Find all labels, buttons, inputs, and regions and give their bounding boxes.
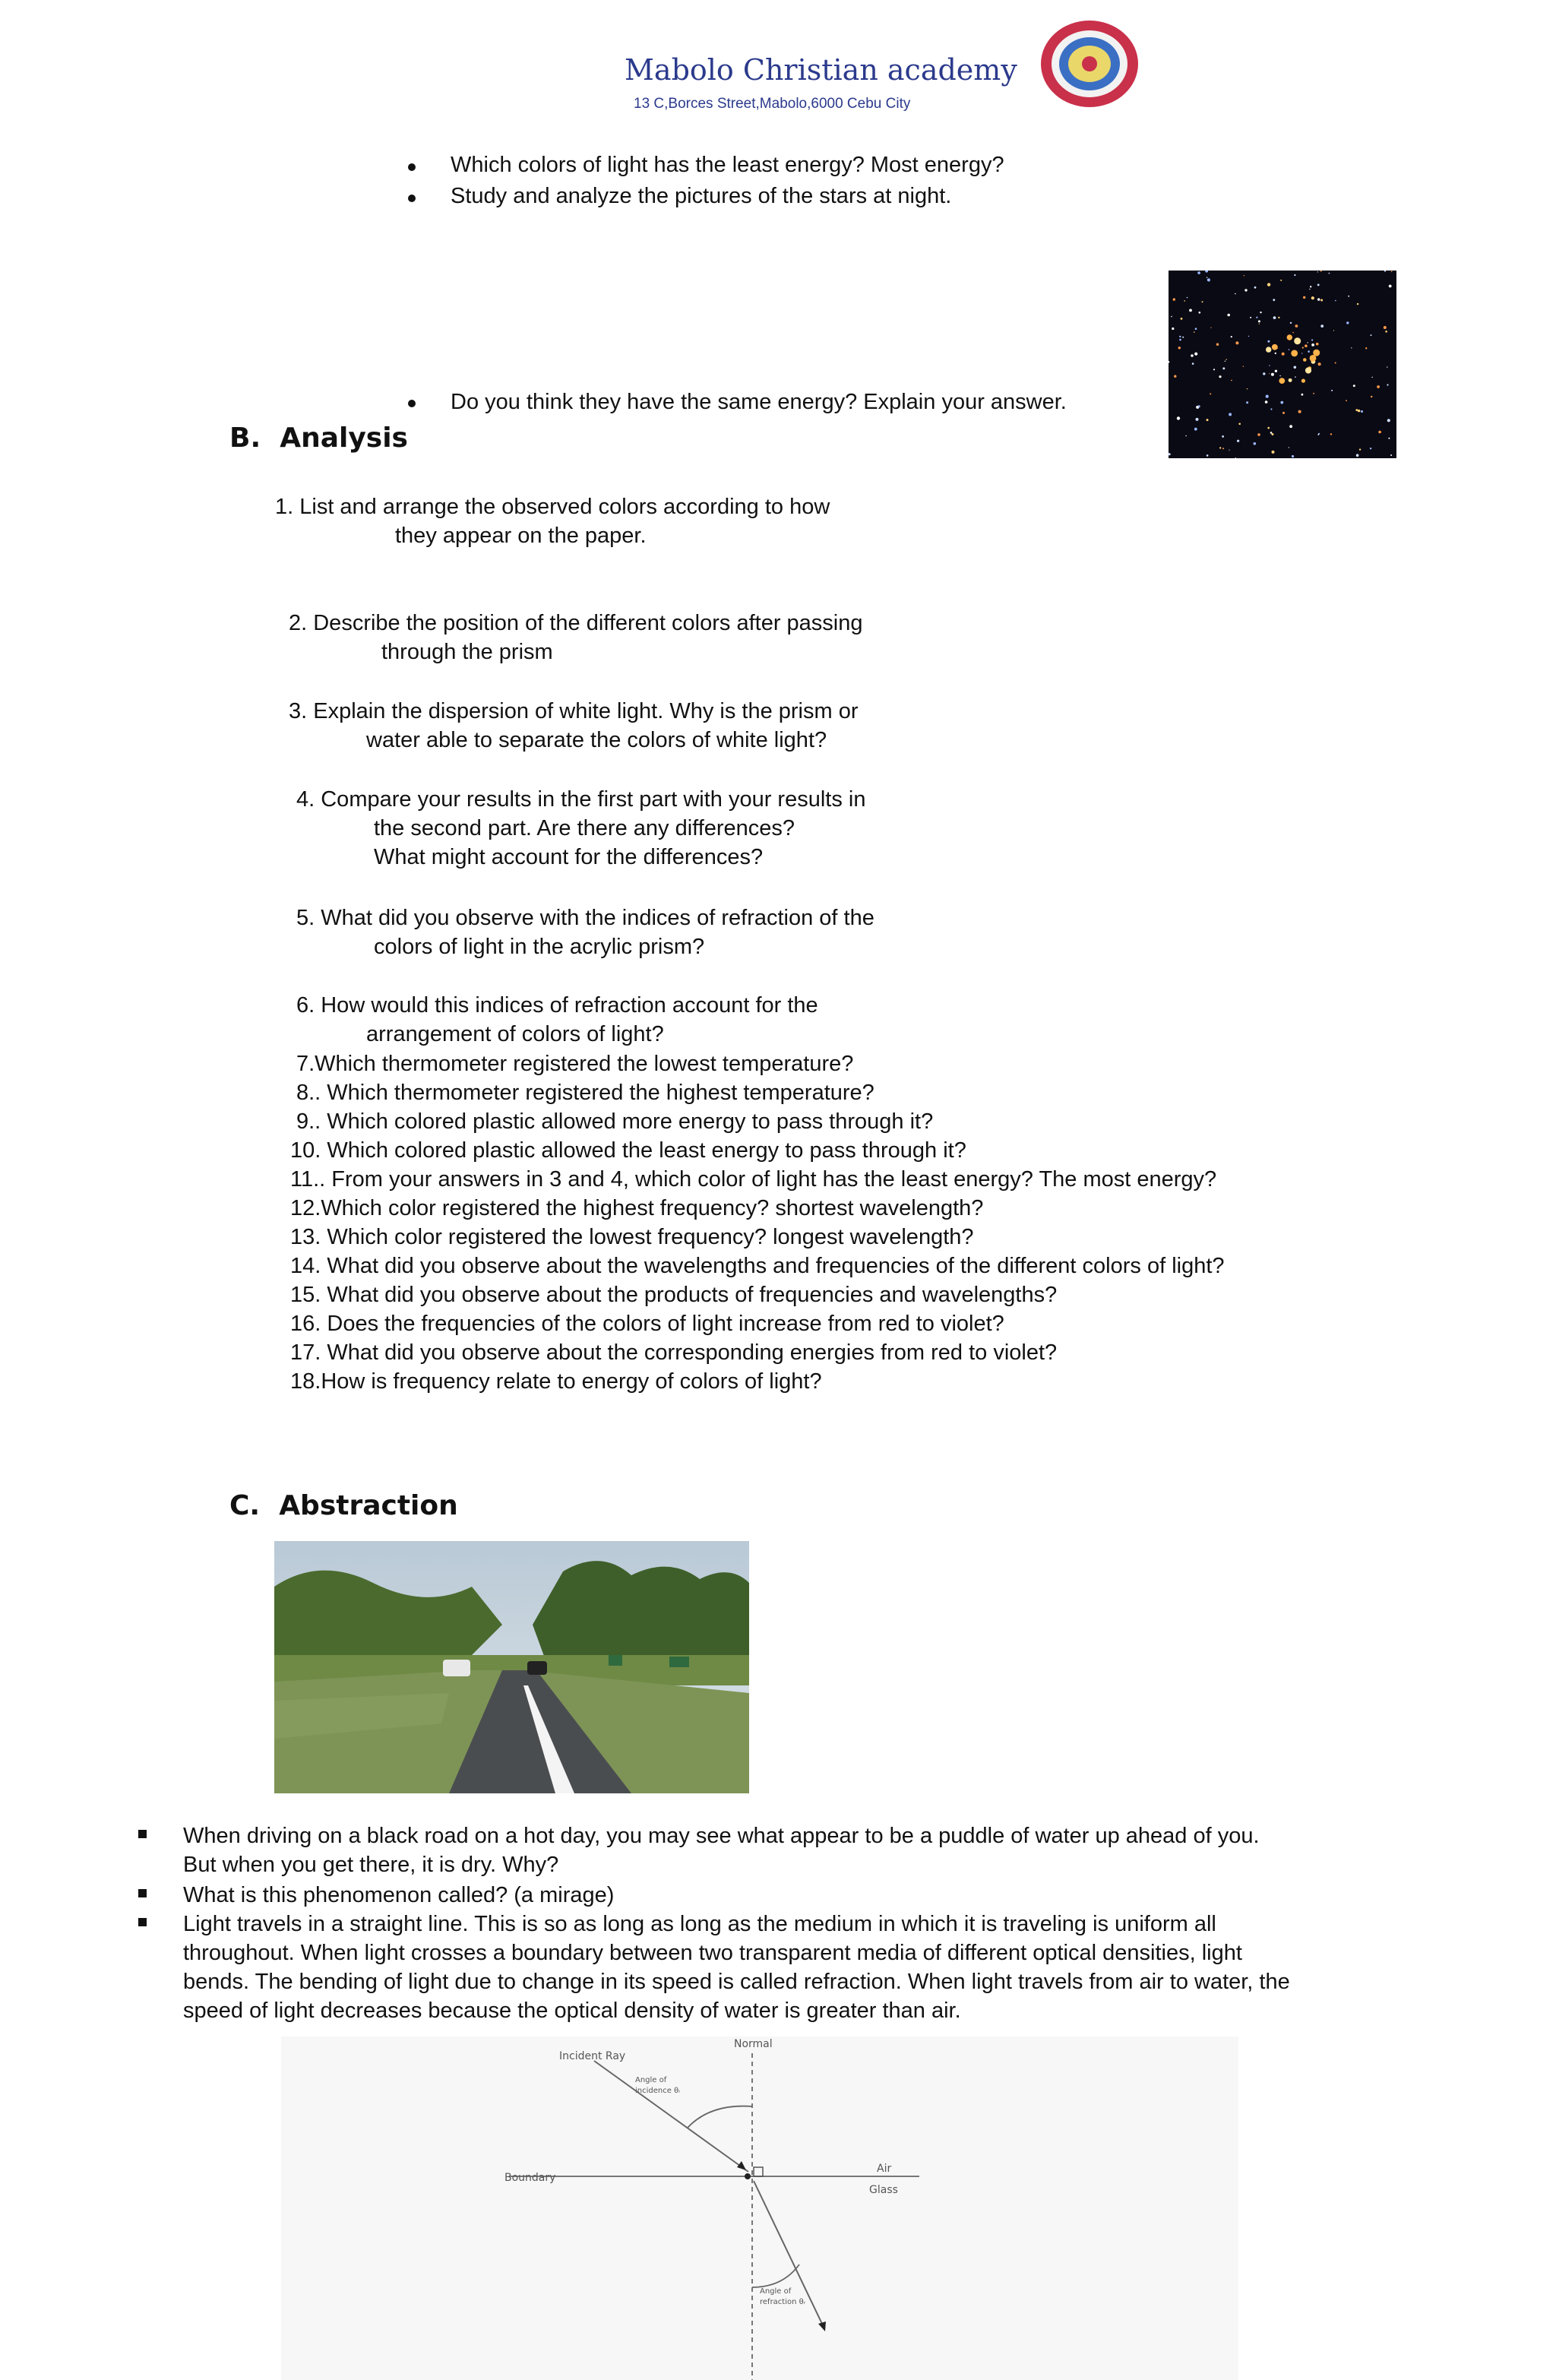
bright-star [1305, 367, 1311, 373]
star [1356, 454, 1359, 457]
star [1384, 326, 1387, 329]
star [1231, 380, 1232, 381]
star [1351, 347, 1352, 348]
analysis-question-4 [296, 785, 865, 872]
diagram-background [281, 2037, 1238, 2380]
point-of-incidence [745, 2173, 751, 2179]
star [1247, 388, 1248, 389]
star [1210, 393, 1211, 394]
abstraction-bullet-3 [183, 1910, 1475, 2025]
star [1361, 410, 1363, 413]
question-line: 14. What did you observe about the wavelengths and frequencies of the different colors of light? [290, 1254, 1225, 1278]
star [1248, 336, 1249, 337]
star-cluster-image [1169, 271, 1396, 458]
star [1189, 309, 1192, 312]
star [1292, 332, 1294, 334]
star [1194, 428, 1197, 431]
star [1198, 405, 1200, 407]
star [1320, 324, 1324, 328]
star [1250, 317, 1251, 318]
analysis-question-5 [296, 904, 874, 961]
paragraph-line: When driving on a black road on a hot day, you may see what appear to be a puddle of water up ahead of you. [183, 1824, 1260, 1848]
abstraction-bullet-2 [183, 1881, 1475, 1910]
star [1173, 298, 1175, 300]
star [1355, 409, 1358, 411]
star [1238, 423, 1241, 426]
star [1246, 401, 1248, 404]
star [1387, 384, 1388, 385]
star [1294, 366, 1297, 369]
star [1320, 299, 1323, 302]
star [1311, 343, 1314, 347]
star [1294, 274, 1295, 276]
star [1227, 314, 1230, 317]
bright-star [1301, 379, 1305, 383]
star [1272, 451, 1275, 454]
question-line: 11.. From your answers in 3 and 4, which color of light has the least energy? The most energy? [290, 1167, 1217, 1192]
abstraction-letter: C. [229, 1490, 261, 1521]
intro-bullet: Which colors of light has the least energy? Most energy? [451, 153, 1004, 177]
bright-star [1291, 350, 1298, 357]
star [1254, 442, 1257, 445]
star [1371, 334, 1372, 336]
question-line: What might account for the differences? [374, 845, 764, 869]
star [1196, 418, 1199, 421]
star [1372, 377, 1373, 378]
star [1269, 373, 1270, 374]
star [1378, 431, 1381, 434]
star [1178, 347, 1181, 349]
star [1370, 448, 1371, 449]
star [1271, 373, 1274, 376]
star [1282, 353, 1285, 356]
star [1267, 283, 1270, 286]
star [1330, 433, 1332, 435]
question-line: 4. Compare your results in the first part with your results in [296, 787, 866, 812]
star [1263, 372, 1265, 375]
bright-star [1287, 334, 1292, 340]
question-line: the second part. Are there any differences? [374, 816, 795, 840]
star [1303, 296, 1305, 299]
star [1219, 375, 1221, 378]
abstraction-bullet-1 [183, 1821, 1475, 1879]
star [1316, 343, 1319, 346]
star [1289, 349, 1290, 350]
question-line: colors of light in the acrylic prism? [374, 935, 705, 959]
star [1184, 300, 1185, 302]
star [1317, 434, 1319, 435]
question-line: 12.Which color registered the highest frequency? shortest wavelength? [290, 1196, 984, 1220]
star [1235, 341, 1238, 344]
star [1317, 298, 1320, 300]
abstraction-heading [229, 1490, 458, 1521]
analysis-question-3 [289, 697, 859, 755]
school-seal-logo [1038, 18, 1141, 109]
star [1390, 454, 1392, 456]
star [1181, 318, 1183, 320]
star [1231, 336, 1232, 337]
star [1318, 362, 1321, 366]
question-line: 16. Does the frequencies of the colors of light increase from red to violet? [290, 1312, 1004, 1336]
star [1365, 347, 1367, 349]
question-line: 1. List and arrange the observed colors according to how [275, 495, 830, 519]
star [1269, 365, 1270, 366]
bullet-icon [408, 195, 416, 202]
star [1222, 435, 1224, 438]
paragraph-line: throughout. When light crosses a boundary between two transparent media of different optical densities, light [183, 1941, 1242, 1965]
paragraph-line: What is this phenomenon called? (a mirage) [183, 1883, 615, 1907]
star [1280, 280, 1282, 281]
star [1182, 337, 1184, 338]
question-line: 9.. Which colored plastic allowed more energy to pass through it? [296, 1109, 934, 1134]
star [1260, 312, 1261, 313]
star [1216, 343, 1219, 346]
question-line: 17. What did you observe about the corresponding energies from red to violet? [290, 1340, 1058, 1365]
star [1207, 419, 1209, 421]
star [1179, 339, 1181, 341]
air-label: Air [877, 2163, 892, 2175]
square-bullet-icon [138, 1918, 147, 1926]
square-bullet-icon [138, 1889, 147, 1897]
question-line: 18.How is frequency relate to energy of colors of light? [290, 1369, 822, 1394]
star [1331, 390, 1333, 391]
star [1194, 331, 1195, 333]
star [1275, 353, 1276, 354]
star [1353, 385, 1355, 387]
star [1290, 322, 1292, 324]
star [1222, 448, 1224, 449]
question-line: 10. Which colored plastic allowed the least energy to pass through it? [290, 1138, 966, 1163]
star [1282, 412, 1285, 414]
star [1187, 297, 1188, 299]
star [1235, 293, 1236, 295]
angle-refraction-label: Angle of [760, 2287, 792, 2296]
star [1359, 448, 1361, 450]
bright-star [1266, 347, 1271, 352]
angle-incidence-label: Angle of [635, 2076, 667, 2084]
star [1265, 400, 1268, 404]
star [1311, 339, 1313, 340]
star [1267, 340, 1270, 343]
star [1302, 347, 1304, 348]
star [1225, 361, 1226, 362]
star [1329, 273, 1330, 274]
star [1389, 285, 1392, 288]
intro-bullet: Do you think they have the same energy? Explain your answer. [451, 390, 1067, 414]
star [1333, 330, 1334, 331]
star [1385, 331, 1387, 333]
star [1273, 299, 1275, 301]
question-line: arrangement of colors of light? [366, 1022, 664, 1046]
star [1309, 289, 1310, 290]
analysis-letter: B. [229, 423, 261, 454]
paragraph-line: But when you get there, it is dry. Why? [183, 1853, 559, 1877]
star [1301, 394, 1304, 396]
analysis-question-list [290, 1049, 1225, 1396]
star [1280, 401, 1283, 404]
star [1174, 375, 1176, 378]
star [1273, 316, 1276, 319]
star [1307, 342, 1308, 343]
star [1256, 317, 1257, 318]
star [1387, 419, 1390, 422]
star [1229, 413, 1232, 416]
boundary-label: Boundary [504, 2172, 556, 2184]
star [1292, 455, 1294, 457]
school-name: Mabolo Christian academy [625, 53, 1017, 87]
question-line: 3. Explain the dispersion of white light. Why is the prism or [289, 699, 859, 723]
star [1258, 320, 1260, 322]
star [1213, 369, 1215, 370]
star [1313, 393, 1314, 394]
question-line: through the prism [381, 640, 553, 664]
angle-refraction-label: refraction θᵣ [760, 2298, 806, 2306]
star [1244, 289, 1247, 291]
star [1308, 350, 1310, 353]
star [1207, 278, 1210, 281]
star [1348, 296, 1349, 297]
star [1371, 396, 1372, 397]
star [1310, 286, 1311, 287]
star [1295, 324, 1298, 328]
bullet-icon [408, 163, 416, 171]
question-line: 2. Describe the position of the different colors after passing [289, 611, 863, 635]
star [1172, 328, 1174, 330]
star [1295, 376, 1296, 378]
intro-bullet: Study and analyze the pictures of the stars at night. [451, 184, 952, 208]
star [1346, 400, 1347, 401]
star [1358, 410, 1360, 412]
question-line: 7.Which thermometer registered the lowest temperature? [296, 1052, 854, 1076]
normal-label: Normal [734, 2038, 773, 2050]
mirage-road-image [274, 1541, 749, 1793]
star [1197, 271, 1200, 274]
star [1267, 427, 1270, 429]
bullet-icon [408, 400, 416, 407]
question-line: 13. Which color registered the lowest frequency? longest wavelength? [290, 1225, 974, 1249]
incident-ray-label: Incident Ray [559, 2050, 626, 2062]
abstraction-title: Abstraction [279, 1490, 458, 1521]
square-bullet-icon [138, 1830, 147, 1838]
question-line: 6. How would this indices of refraction account for the [296, 993, 818, 1018]
bright-star [1272, 344, 1278, 350]
paragraph-line: speed of light decreases because the optical density of water is greater than air. [183, 1999, 961, 2023]
star [1257, 433, 1260, 436]
analysis-question-2 [289, 609, 863, 666]
star [1179, 336, 1181, 337]
angle-incidence-label: incidence θᵢ [635, 2087, 680, 2095]
analysis-heading [229, 423, 408, 454]
refraction-diagram [281, 2037, 1238, 2380]
analysis-question-6 [296, 991, 818, 1049]
question-line: 15. What did you observe about the products of frequencies and wavelengths? [290, 1283, 1058, 1307]
star [1317, 271, 1318, 272]
question-line: water able to separate the colors of white light? [366, 728, 827, 752]
bright-star [1289, 378, 1292, 382]
paragraph-line: bends. The bending of light due to change in its speed is called refraction. When light travels from air to water, the [183, 1970, 1290, 1994]
school-address: 13 C,Borces Street,Mabolo,6000 Cebu City [634, 96, 911, 112]
star [1192, 362, 1194, 365]
question-line: 8.. Which thermometer registered the highest temperature? [296, 1081, 874, 1105]
star [1270, 408, 1272, 410]
star [1391, 271, 1393, 273]
bright-star [1303, 358, 1307, 362]
bright-star [1294, 337, 1301, 344]
star [1266, 395, 1269, 398]
bright-star [1279, 378, 1285, 384]
star [1275, 370, 1277, 372]
star [1317, 284, 1320, 286]
star [1254, 286, 1257, 289]
star [1177, 416, 1180, 419]
paragraph-line: Light travels in a straight line. This is so as long as long as the medium in which it is traveling is uniform all [183, 1912, 1216, 1936]
star [1357, 303, 1358, 305]
star [1237, 440, 1239, 442]
star [1195, 328, 1197, 330]
bright-star [1313, 350, 1320, 356]
question-line: 5. What did you observe with the indices of refraction of the [296, 906, 874, 930]
star [1202, 301, 1203, 302]
star [1279, 375, 1281, 377]
star [1222, 367, 1225, 369]
star [1335, 300, 1336, 302]
star [1207, 454, 1209, 457]
star [1289, 425, 1292, 428]
star [1346, 321, 1349, 324]
star [1271, 433, 1273, 435]
star [1335, 362, 1336, 364]
star [1298, 410, 1301, 413]
star [1388, 438, 1390, 439]
star [1305, 344, 1308, 347]
star [1194, 353, 1197, 356]
star [1278, 317, 1279, 318]
star [1191, 354, 1194, 357]
star [1377, 385, 1380, 388]
star [1311, 296, 1314, 299]
question-line: they appear on the paper. [395, 524, 647, 548]
star [1219, 447, 1221, 448]
star [1185, 435, 1186, 436]
star [1199, 312, 1201, 314]
star [1270, 432, 1273, 434]
star [1171, 316, 1172, 318]
analysis-question-1 [275, 492, 830, 550]
glass-label: Glass [869, 2184, 898, 2196]
analysis-title: Analysis [280, 423, 408, 454]
